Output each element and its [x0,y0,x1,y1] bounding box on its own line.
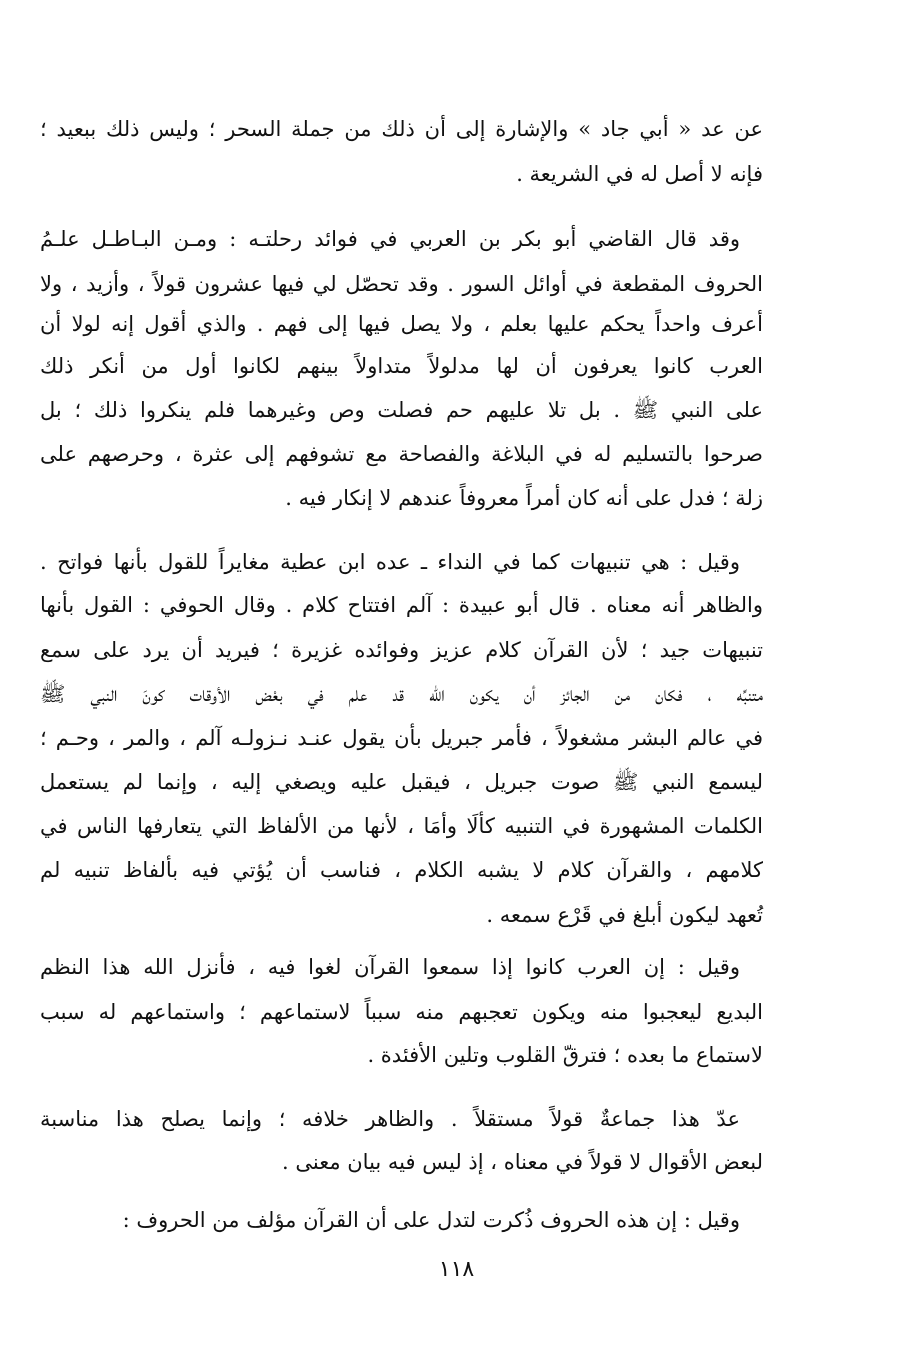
text-line: الحروف المقطعة في أوائل السور . وقد تحصّل لي فيها عشرون قولاً ، وأزيد ، ولا [40,272,763,296]
text-line: البديع ليعجبوا منه ويكون تعجبهم منه سبباً لاستماعهم ؛ واستماعهم له سبب [40,1000,763,1024]
text-line: على النبي ﷺ . بل تلا عليهم حم فصلت وص وغيرهما فلم ينكروا ذلك ؛ بل [40,398,763,422]
text-line: متنبِّه ، فكان من الجائز أن يكون الله قد علم في بعْض الأوقات كونَ النبي ﷺ [40,682,763,706]
text-line: في عالم البشر مشغولاً ، فأمر جبريل بأن يقول عنـد نـزولـه آلم ، والمر ، وحـم ؛ [40,726,763,750]
text-line: كلامهم ، والقرآن كلام لا يشبه الكلام ، فناسب أن يُؤتي فيه بألفاظ تنبيه لم [40,858,763,882]
text-line: الكلمات المشهورة في التنبيه كألَا وأمَا ، لأنها من الألفاظ التي يتعارفها الناس في [40,814,763,838]
text-line: صرحوا بالتسليم له في البلاغة والفصاحة مع تشوفهم إلى عثرة ، وحرصهم على [40,442,763,466]
text-line: أعرف واحداً يحكم عليها بعلم ، ولا يصل فيها إلى فهم . والذي أقول إنه لولا أن [40,312,763,336]
text-line: العرب كانوا يعرفون أن لها مدلولاً متداولاً بينهم لكانوا أول من أنكر ذلك [40,354,763,378]
text-line: وقيل : إن العرب كانوا إذا سمعوا القرآن لغوا فيه ، فأنزل الله هذا النظم [40,955,740,979]
page-number: ١١٨ [438,1257,475,1282]
text-line: وقيل : هي تنبيهات كما في النداء ـ عده ابن عطية مغايراً للقول بأنها فواتح . [40,550,740,574]
text-line: تنبيهات جيد ؛ لأن القرآن كلام عزيز وفوائده غزيرة ؛ فيريد أن يرد على سمع [40,638,763,662]
text-line: وقيل : إن هذه الحروف ذُكرت لتدل على أن القرآن مؤلف من الحروف : [122,1208,740,1232]
text-line: لاستماع ما بعده ؛ فترقّ القلوب وتلين الأفئدة . [367,1043,763,1067]
text-line: عدّ هذا جماعةٌ قولاً مستقلاً . والظاهر خلافه ؛ وإنما يصلح هذا مناسبة [40,1107,740,1131]
text-line: فإنه لا أصل له في الشريعة . [516,162,763,186]
text-line: ليسمع النبي ﷺ صوت جبريل ، فيقبل عليه ويصغي إليه ، وإنما لم يستعمل [40,770,763,794]
text-line: زلة ؛ فدل على أنه كان أمراً معروفاً عندهم لا إنكار فيه . [285,486,763,510]
text-line: عن عد « أبي جاد » والإشارة إلى أن ذلك من جملة السحر ؛ وليس ذلك ببعيد ؛ [40,117,763,141]
text-line: لبعض الأقوال لا قولاً في معناه ، إذ ليس فيه بيان معنى . [282,1150,763,1174]
text-line: تُعهد ليكون أبلغ في قَرْع سمعه . [486,903,763,927]
text-line: وقد قال القاضي أبو بكر بن العربي في فوائد رحلتـه : ومـن البـاطـل علـمُ [40,227,740,251]
text-line: والظاهر أنه معناه . قال أبو عبيدة : آلم افتتاح كلام . وقال الحوفي : القول بأنها [40,593,763,617]
